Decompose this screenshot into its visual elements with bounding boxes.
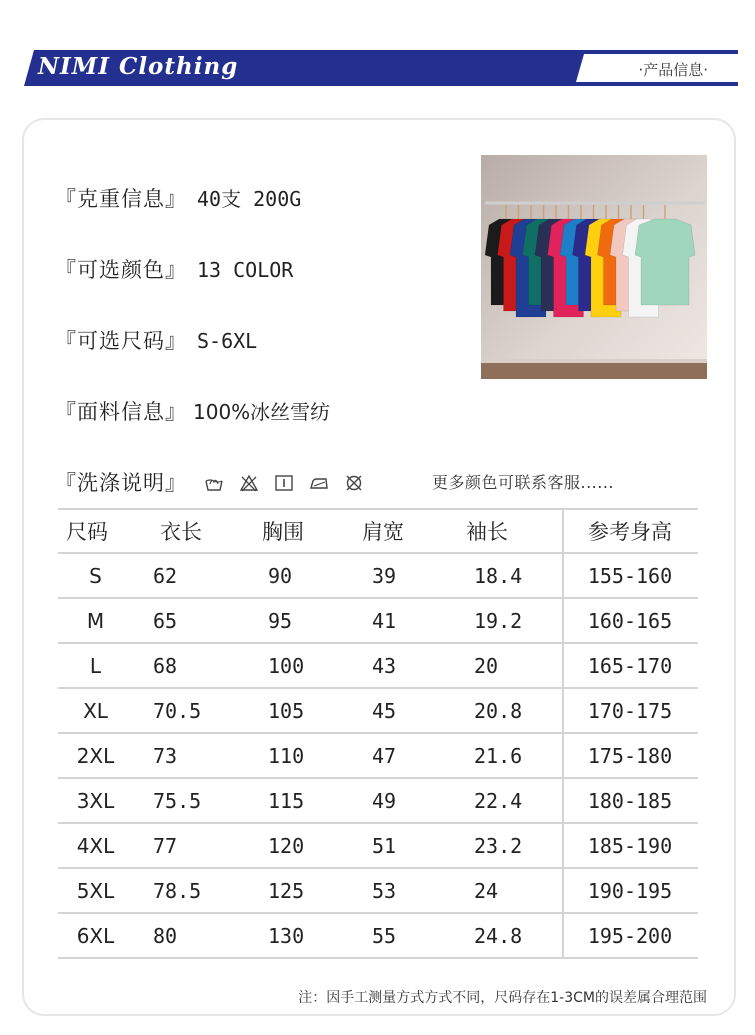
- height-cell: 190-195: [587, 878, 673, 903]
- care-info-row: [55, 467, 187, 497]
- color-value: 13 COLOR: [197, 258, 294, 282]
- header-shoulder: 肩宽: [362, 520, 404, 544]
- chest-cell: 95: [268, 608, 293, 633]
- chest-cell: 130: [268, 923, 305, 948]
- header-length: 衣长: [160, 520, 202, 544]
- chest-cell: 100: [268, 653, 305, 678]
- sleeve-cell: 19.2: [474, 608, 523, 633]
- table-row: [58, 599, 698, 644]
- sleeve-cell: 22.4: [474, 788, 523, 813]
- fabric-label: 『面料信息』: [55, 400, 187, 424]
- header-banner: [24, 50, 738, 86]
- length-cell: 70.5: [153, 698, 202, 723]
- no-dry-clean-icon: [344, 473, 364, 493]
- chest-cell: 90: [268, 563, 293, 588]
- length-cell: 65: [153, 608, 178, 633]
- care-icons: [204, 472, 374, 492]
- size-cell: S: [89, 563, 102, 588]
- fabric-info-row: [55, 396, 330, 426]
- shoulder-cell: 53: [372, 878, 397, 903]
- chest-cell: 125: [268, 878, 305, 903]
- sleeve-cell: 20.8: [474, 698, 523, 723]
- size-value: S-6XL: [197, 329, 258, 353]
- polo-shirt: [635, 219, 695, 305]
- header-height: 参考身高: [588, 520, 672, 544]
- hanging-polo-shirts-photo: [481, 155, 707, 379]
- table-row: [58, 824, 698, 869]
- sleeve-cell: 20: [474, 653, 499, 678]
- size-cell: 3XL: [76, 788, 115, 813]
- length-cell: 75.5: [153, 788, 202, 813]
- section-label: ·产品信息·: [638, 61, 708, 79]
- color-label: 『可选颜色』: [55, 258, 187, 282]
- shoulder-cell: 49: [372, 788, 397, 813]
- sleeve-cell: 21.6: [474, 743, 523, 768]
- table-row: [58, 734, 698, 779]
- fabric-value: 100%冰丝雪纺: [193, 400, 331, 424]
- size-cell: XL: [83, 698, 108, 723]
- size-cell: 6XL: [76, 923, 115, 948]
- size-cell: M: [86, 608, 105, 633]
- table-header-row: [58, 508, 698, 554]
- size-cell: 4XL: [76, 833, 115, 858]
- sleeve-cell: 18.4: [474, 563, 523, 588]
- size-label: 『可选尺码』: [55, 329, 187, 353]
- header-sleeve: 袖长: [466, 520, 508, 544]
- no-bleach-icon: [239, 473, 259, 493]
- size-cell: 2XL: [76, 743, 115, 768]
- chest-cell: 110: [268, 743, 305, 768]
- weight-value: 40支 200G: [197, 187, 302, 211]
- table-row: [58, 914, 698, 959]
- table-row: [58, 689, 698, 734]
- height-cell: 195-200: [587, 923, 673, 948]
- chest-cell: 105: [268, 698, 305, 723]
- height-cell: 155-160: [587, 563, 673, 588]
- measurement-note: 注：因手工测量方式方式不同，尺码存在1-3CM的误差属合理范围: [298, 990, 707, 1006]
- size-cell: L: [89, 653, 102, 678]
- shoulder-cell: 39: [372, 563, 397, 588]
- length-cell: 78.5: [153, 878, 202, 903]
- height-cell: 165-170: [587, 653, 673, 678]
- sleeve-cell: 24: [474, 878, 499, 903]
- care-label: 『洗涤说明』: [55, 471, 187, 495]
- size-cell: 5XL: [76, 878, 115, 903]
- shoulder-cell: 41: [372, 608, 397, 633]
- height-cell: 180-185: [587, 788, 673, 813]
- height-cell: 160-165: [587, 608, 673, 633]
- tumble-dry-icon: [274, 473, 294, 493]
- chest-cell: 115: [268, 788, 305, 813]
- length-cell: 62: [153, 563, 178, 588]
- weight-label: 『克重信息』: [55, 187, 187, 211]
- table-row: [58, 554, 698, 599]
- size-info-row: [55, 325, 257, 355]
- height-cell: 185-190: [587, 833, 673, 858]
- height-cell: 170-175: [587, 698, 673, 723]
- iron-icon: [309, 473, 329, 493]
- hand-wash-icon: [204, 473, 224, 493]
- length-cell: 77: [153, 833, 178, 858]
- table-row: [58, 869, 698, 914]
- shoulder-cell: 45: [372, 698, 397, 723]
- shoulder-cell: 51: [372, 833, 397, 858]
- size-chart-table: [58, 508, 698, 959]
- shoulder-cell: 55: [372, 923, 397, 948]
- header-size: 尺码: [66, 520, 108, 544]
- table-row: [58, 644, 698, 689]
- shoulder-cell: 47: [372, 743, 397, 768]
- sleeve-cell: 24.8: [474, 923, 523, 948]
- header-chest: 胸围: [262, 520, 304, 544]
- color-info-row: [55, 254, 293, 284]
- sleeve-cell: 23.2: [474, 833, 523, 858]
- weight-info-row: [55, 183, 301, 213]
- brand-logo: NIMI Clothing: [38, 53, 239, 80]
- length-cell: 80: [153, 923, 178, 948]
- table-row: [58, 779, 698, 824]
- chest-cell: 120: [268, 833, 305, 858]
- contact-for-more-colors: 更多颜色可联系客服......: [432, 473, 615, 492]
- length-cell: 68: [153, 653, 178, 678]
- shoulder-cell: 43: [372, 653, 397, 678]
- height-cell: 175-180: [587, 743, 673, 768]
- length-cell: 73: [153, 743, 178, 768]
